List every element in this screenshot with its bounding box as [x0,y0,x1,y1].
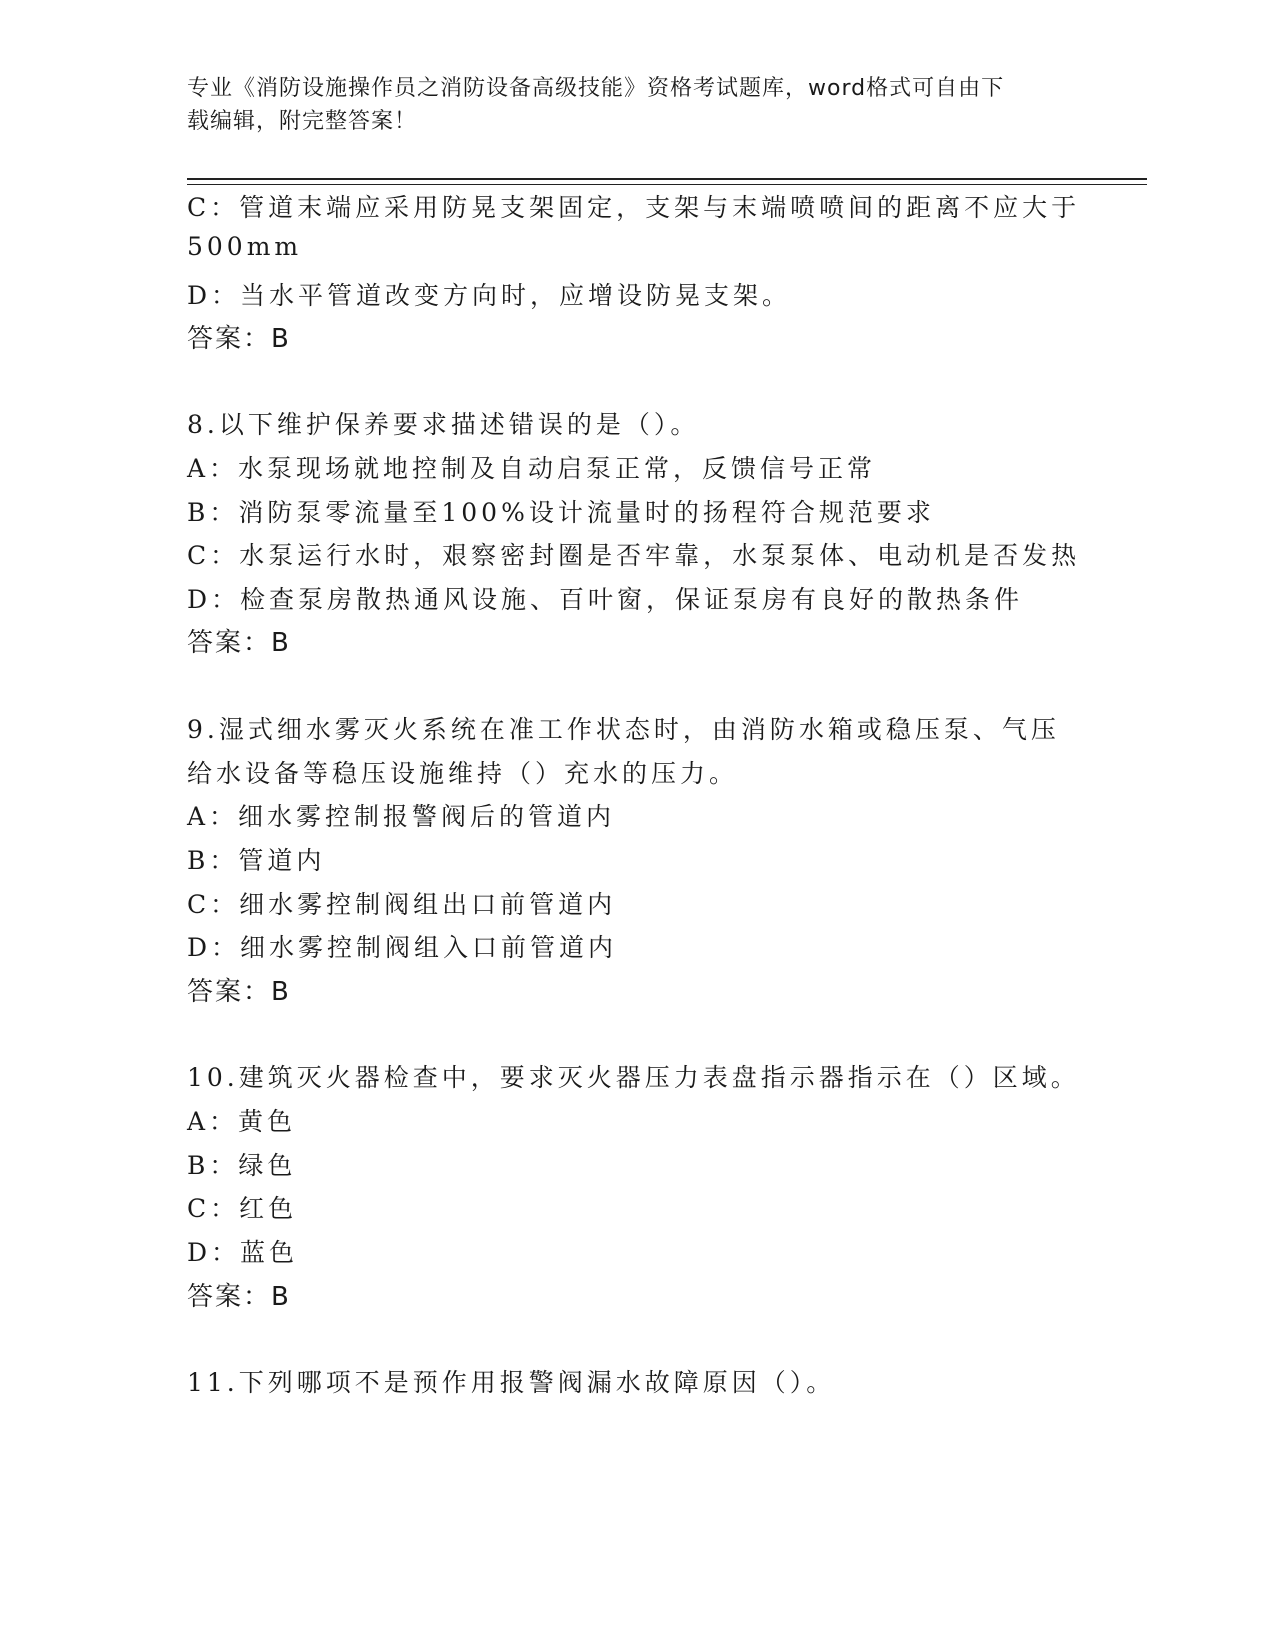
q7-option-d: D：当水平管道改变方向时，应增设防晃支架。 [187,281,792,310]
q9-question-line-1: 9.湿式细水雾灭火系统在准工作状态时，由消防水箱或稳压泵、气压 [187,715,1060,744]
q10-option-b: B：绿色 [187,1151,297,1180]
q8-option-c: C：水泵运行水时，艰察密封圈是否牢靠，水泵泵体、电动机是否发热 [187,541,1081,570]
q9-option-d: D：细水雾控制阀组入口前管道内 [187,933,618,962]
q8-option-b: B：消防泵零流量至100%设计流量时的扬程符合规范要求 [187,498,935,527]
header-line-2: 载编辑，附完整答案！ [187,109,418,134]
q7-option-c-line-2: 500mm [187,232,303,261]
page-header [187,72,1067,138]
q10-option-c: C：红色 [187,1194,298,1223]
q10-question: 10.建筑灭火器检查中，要求灭火器压力表盘指示器指示在（）区域。 [187,1063,1080,1092]
q9-option-a: A：细水雾控制报警阀后的管道内 [187,802,616,831]
q8-option-d: D：检查泵房散热通风设施、百叶窗，保证泵房有良好的散热条件 [187,585,1024,614]
header-divider-thin [187,184,1147,185]
q7-answer: 答案：B [187,324,291,354]
q11-question: 11.下列哪项不是预作用报警阀漏水故障原因（）。 [187,1368,836,1397]
header-line-1: 专业《消防设施操作员之消防设备高级技能》资格考试题库，word格式可自由下 [187,76,1005,101]
q10-answer: 答案：B [187,1282,291,1312]
q8-answer: 答案：B [187,628,291,658]
q10-option-d: D：蓝色 [187,1238,299,1267]
q9-question-line-2: 给水设备等稳压设施维持（）充水的压力。 [187,759,739,788]
header-divider-thick [187,178,1147,180]
q9-option-b: B：管道内 [187,846,326,875]
q10-option-a: A：黄色 [187,1107,297,1136]
q8-option-a: A：水泵现场就地控制及自动启泵正常，反馈信号正常 [187,454,877,483]
q7-option-c-line-1: C：管道末端应采用防晃支架固定，支架与末端喷喷间的距离不应大于 [187,193,1081,222]
q8-question: 8.以下维护保养要求描述错误的是（）。 [187,410,700,439]
q9-option-c: C：细水雾控制阀组出口前管道内 [187,890,617,919]
q9-answer: 答案：B [187,977,291,1007]
